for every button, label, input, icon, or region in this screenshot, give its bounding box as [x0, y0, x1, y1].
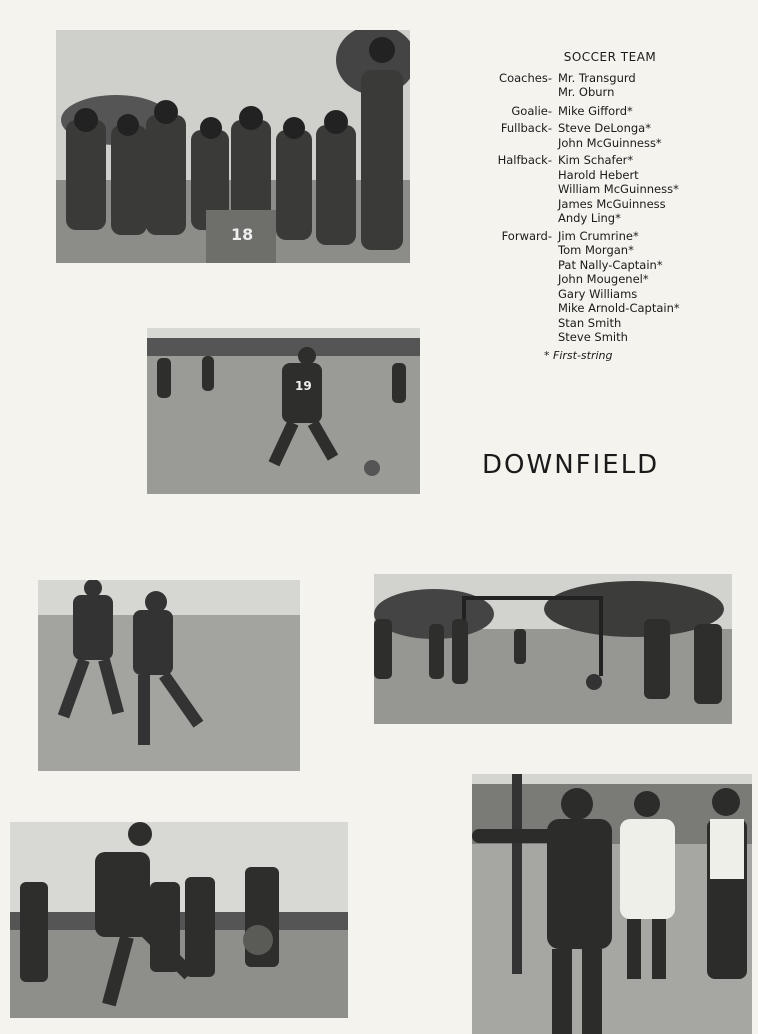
player-name: Stan Smith	[558, 315, 622, 330]
player-name: Harold Hebert	[558, 167, 639, 182]
roster-group-forward	[470, 229, 720, 345]
first-string-footnote: * First-string	[544, 348, 613, 362]
roster-title: SOCCER TEAM	[563, 50, 657, 64]
role-label: Coaches-	[499, 70, 552, 85]
role-label: Goalie-	[511, 103, 552, 118]
player-name: Kim Schafer*	[558, 153, 634, 167]
player-name: John Mougenel*	[558, 272, 649, 286]
photo-team-huddle	[56, 30, 410, 263]
player-name: Mr. Transgurd	[558, 70, 636, 85]
role-label: Fullback-	[500, 121, 552, 135]
player-name: Steve Smith	[558, 330, 628, 344]
roster	[470, 50, 720, 363]
player-name: Mike Gifford*	[558, 103, 633, 118]
roster-group-goalie	[470, 104, 720, 119]
player-name: Jim Crumrine*	[558, 228, 639, 243]
player-name: Mike Arnold-Captain*	[558, 301, 680, 315]
player-name: William McGuinness*	[558, 182, 679, 196]
photo-goal-area	[374, 574, 732, 724]
player-name: Gary Williams	[558, 286, 638, 301]
player-name: Andy Ling*	[558, 211, 621, 225]
jersey-number-label: 18	[231, 225, 254, 244]
player-name: Pat Nally-Captain*	[558, 257, 663, 272]
role-label: Forward-	[501, 228, 552, 243]
headline: DOWNFIELD	[482, 450, 660, 480]
photo-kicker	[147, 328, 420, 494]
roster-group-coaches	[470, 71, 720, 100]
photo-kicking-drill	[10, 822, 348, 1018]
jersey-number-label: 19	[295, 379, 312, 393]
player-name: Mr. Oburn	[558, 85, 615, 99]
photo-two-players	[38, 580, 300, 771]
role-label: Halfback-	[497, 153, 552, 167]
roster-group-fullback	[470, 121, 720, 150]
player-name: Steve DeLonga*	[558, 121, 651, 135]
player-name: John McGuinness*	[558, 135, 662, 150]
player-name: James McGuinness	[558, 196, 666, 211]
photo-coaches	[472, 774, 752, 1034]
roster-group-halfback	[470, 153, 720, 226]
player-name: Tom Morgan*	[558, 243, 634, 257]
